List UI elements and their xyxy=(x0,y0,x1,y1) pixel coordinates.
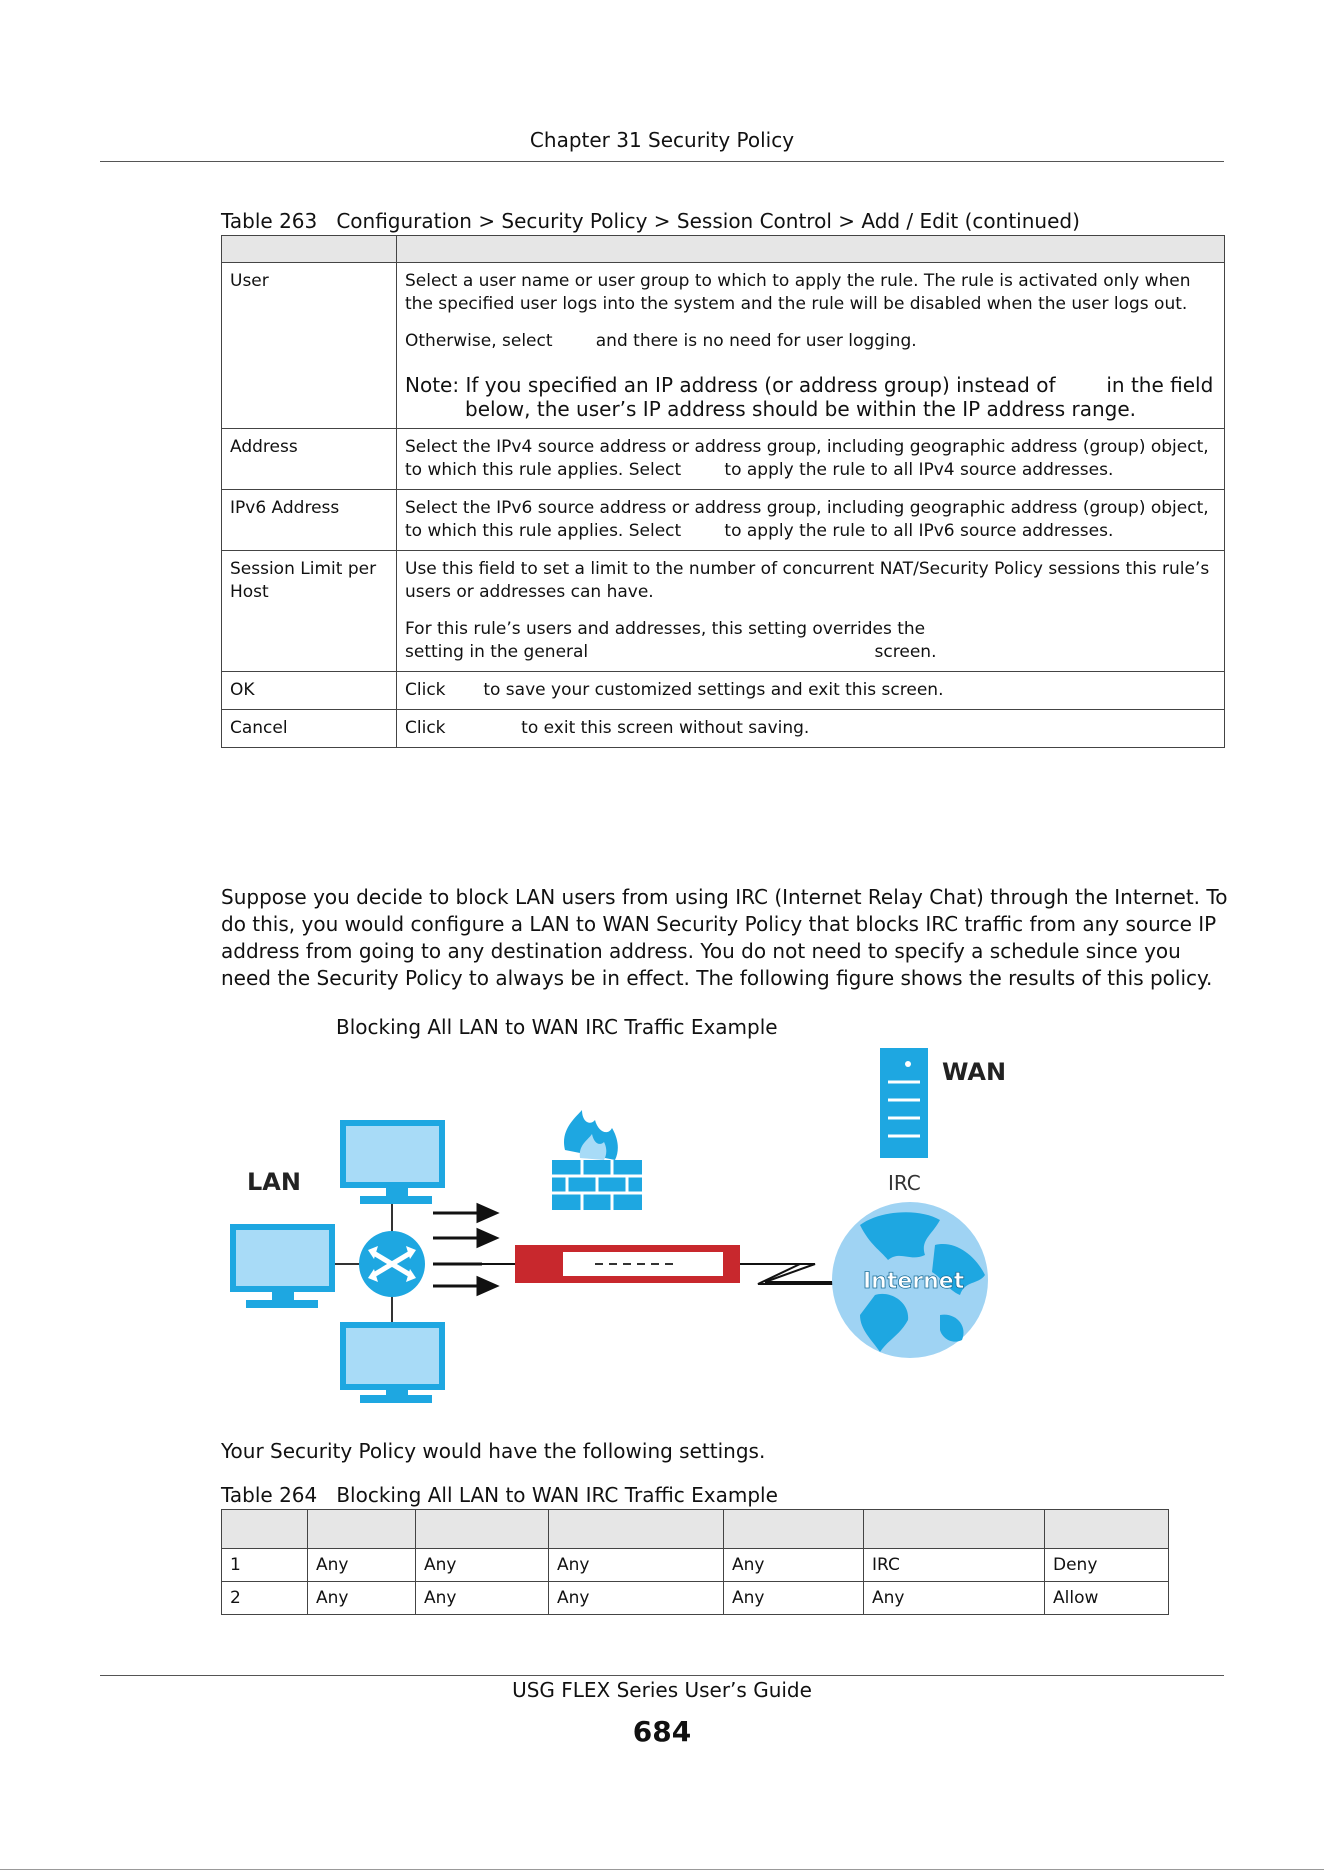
row-description: Use this field to set a limit to the number of concurrent NAT/Security Policy sessions this rule’s users or addresses can have. For this rule’s users and addresses, this setting overrides the setting in the general screen. xyxy=(397,551,1225,672)
table-row xyxy=(222,429,1225,490)
computer-icon xyxy=(340,1322,445,1403)
row-description: Select the IPv6 source address or address group, including geographic address (group) object, to which this rule applies. Select to apply the rule to all IPv6 source addresses. xyxy=(397,490,1225,551)
lan-label: LAN xyxy=(247,1168,301,1196)
bottom-edge-rule xyxy=(0,1869,1324,1870)
settings-intro: Your Security Policy would have the following settings. xyxy=(221,1439,766,1463)
table-264-caption: Table 264 Blocking All LAN to WAN IRC Traffic Example xyxy=(221,1483,778,1507)
computer-icon xyxy=(230,1224,335,1308)
table-row xyxy=(222,551,1225,672)
firewall-device-icon xyxy=(482,1245,740,1283)
table-row xyxy=(222,490,1225,551)
server-icon xyxy=(880,1048,928,1158)
irc-label: IRC xyxy=(888,1171,921,1195)
page-number: 684 xyxy=(632,1715,692,1748)
table-row xyxy=(222,263,1225,429)
row-description: Click to save your customized settings and exit this screen. xyxy=(397,672,1225,710)
table-263-caption: Table 263 Configuration > Security Policy > Session Control > Add / Edit (continued) xyxy=(221,209,1080,233)
intro-paragraph: Suppose you decide to block LAN users from using IRC (Internet Relay Chat) through the Internet. To do this, you would configure a LAN to WAN Security Policy that blocks IRC traffic from any source IP address from going to any destination address. You do not need to specify a schedule since you need the Security Policy to always be in effect. The following figure shows the results of this policy. xyxy=(221,885,1228,990)
row-label: Cancel xyxy=(222,710,397,748)
row-description: Select the IPv4 source address or address group, including geographic address (group) object, to which this rule applies. Select to apply the rule to all IPv4 source addresses. xyxy=(397,429,1225,490)
note: Note: If you specified an IP address (or address group) instead of in the field below, the user’s IP address should be within the IP address range. xyxy=(405,373,1220,421)
table-header-row xyxy=(222,1510,1169,1549)
figure-caption: Blocking All LAN to WAN IRC Traffic Example xyxy=(336,1015,778,1039)
table-row xyxy=(222,672,1225,710)
switch-icon xyxy=(359,1231,425,1297)
table-header-row xyxy=(222,236,1225,263)
internet-label: Internet xyxy=(863,1269,965,1294)
computer-icon xyxy=(340,1120,445,1204)
table-264 xyxy=(221,1509,1169,1615)
row-description: Click to exit this screen without saving. xyxy=(397,710,1225,748)
table-row: 1 Any Any Any Any IRC Deny xyxy=(222,1549,1169,1582)
row-label: Session Limit per Host xyxy=(222,551,397,672)
row-label: Address xyxy=(222,429,397,490)
row-label: IPv6 Address xyxy=(222,490,397,551)
row-description: Select a user name or user group to which to apply the rule. The rule is activated only when the specified user logs into the system and the rule will be disabled when the user logs out. Otherwise, select and there is no need for user logging. Note: If you specified an IP address (or address group) instead of in the field below, the user’s IP address should be within the IP address range. xyxy=(397,263,1225,429)
header-rule xyxy=(100,161,1224,162)
firewall-icon xyxy=(552,1110,642,1210)
table-row xyxy=(222,710,1225,748)
row-label: User xyxy=(222,263,397,429)
network-diagram xyxy=(220,1040,1020,1405)
row-label: OK xyxy=(222,672,397,710)
footer-rule xyxy=(100,1675,1224,1676)
wan-label: WAN xyxy=(942,1058,1007,1086)
guide-title: USG FLEX Series User’s Guide xyxy=(512,1678,812,1702)
table-row: 2 Any Any Any Any Any Allow xyxy=(222,1582,1169,1615)
table-263 xyxy=(221,235,1225,748)
chapter-title: Chapter 31 Security Policy xyxy=(529,128,795,152)
traffic-arrows xyxy=(433,1205,496,1294)
